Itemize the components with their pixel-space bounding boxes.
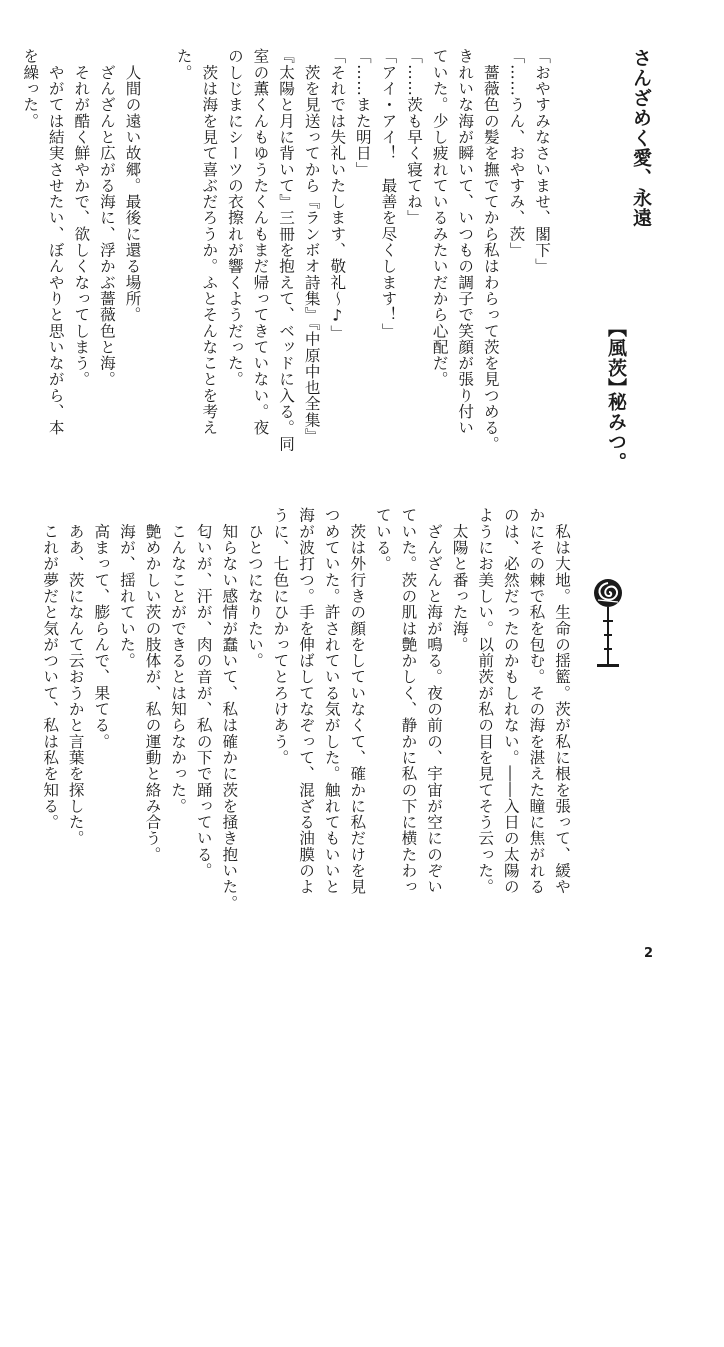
text-line: かにその棘で私を包む。その海を湛えた瞳に焦がれる — [527, 507, 546, 895]
text-line: 茨を見送ってから『ランボオ詩集』『中原中也全集』 — [302, 48, 321, 444]
text-line: 知らない感情が蠢いて、私は確かに茨を掻き抱いた。 — [220, 507, 239, 911]
section-title: 秘みつ。 — [605, 392, 627, 472]
text-line: を繰った。 — [21, 48, 40, 129]
text-line: 「……また明日」 — [353, 48, 372, 178]
text-line: うに、七色にひかってとろけあう。 — [271, 507, 290, 766]
text-line: ていた。茨の肌は艶かしく、静かに私の下に横たわっ — [399, 507, 418, 895]
text-line: 「アイ・アイ！ 最善を尽くします！」 — [379, 48, 398, 339]
text-line: こんなことができるとは知らなかった。 — [169, 507, 188, 814]
text-line: それが酷く鮮やかで、欲しくなってしまう。 — [72, 48, 91, 388]
text-line: 「それでは失礼いたします、敬礼〜♪」 — [328, 48, 347, 342]
text-line: のしじまにシーツの衣擦れが響くようだった。 — [225, 48, 244, 388]
text-line: ひとつになりたい。 — [245, 507, 264, 669]
text-line: ああ、茨になんて云おうかと言葉を探した。 — [66, 507, 85, 847]
text-line: 茨は外行きの顔をしていなくて、確かに私だけを見 — [348, 507, 367, 895]
text-line: ざんざんと広がる海に、浮かぶ薔薇色と海。 — [97, 48, 116, 388]
text-line: 「……茨も早く寝てね」 — [405, 48, 424, 226]
text-line: やがては結実させたい、ぼんやりと思いながら、本 — [46, 48, 65, 436]
text-line: 室の薫くんもゆうたくんもまだ帰ってきていない。夜 — [251, 48, 270, 436]
text-line: 「……うん、おやすみ、茨」 — [507, 48, 526, 258]
text-line: これが夢だと気がついて、私は私を知る。 — [41, 507, 60, 830]
text-line: ていた。少し疲れているみたいだから心配だ。 — [430, 48, 449, 388]
text-line: 薔薇色の髪を撫でてから私はわらって茨を見つめる。 — [481, 48, 500, 452]
text-line: 私は大地。生命の揺籃。茨が私に根を張って、緩や — [553, 507, 571, 895]
rose-emblem-icon — [592, 578, 624, 673]
text-line: 人間の遠い故郷。最後に還る場所。 — [123, 48, 142, 323]
text-line: ざんざんと海が鳴る。夜の前の、宇宙が空にのぞい — [425, 507, 444, 895]
text-line: 艶めかしい茨の肢体が、私の運動と絡み合う。 — [143, 507, 162, 863]
text-line: ようにお美しい。以前茨が私の目を見てそう云った。 — [476, 507, 495, 895]
text-line: た。 — [174, 48, 193, 81]
text-line: 高まって、膨らんで、果てる。 — [92, 507, 111, 750]
section-tag: 【風茨】 — [605, 318, 627, 398]
text-line: 海が波打つ。手を伸ばしてなぞって、混ざる油膜のよ — [297, 507, 316, 895]
text-line: ている。 — [373, 507, 392, 572]
text-line: つめていた。許されている気がした。触れてもいいと — [322, 507, 341, 895]
text-line: きれいな海が瞬いて、いつもの調子で笑顔が張り付い — [456, 48, 475, 436]
page-number: 2 — [644, 946, 654, 961]
text-line: 海が、揺れていた。 — [117, 507, 136, 669]
story-title: さんざめく愛、永遠 — [630, 48, 652, 228]
text-line: 『太陽と月に背いて』三冊を抱えて、ベッドに入る。同 — [277, 48, 296, 452]
text-line: 「おやすみなさいませ、閣下」 — [533, 48, 551, 275]
text-line: 茨は海を見て喜ぶだろうか。ふとそんなことを考え — [200, 48, 219, 436]
text-line: 匂いが、汗が、肉の音が、私の下で踊っている。 — [194, 507, 213, 879]
text-line: 太陽と番った海。 — [450, 507, 469, 653]
text-line: のは、必然だったのかもしれない。――入日の太陽の — [501, 507, 520, 895]
lower-text-block — [37, 507, 574, 1347]
